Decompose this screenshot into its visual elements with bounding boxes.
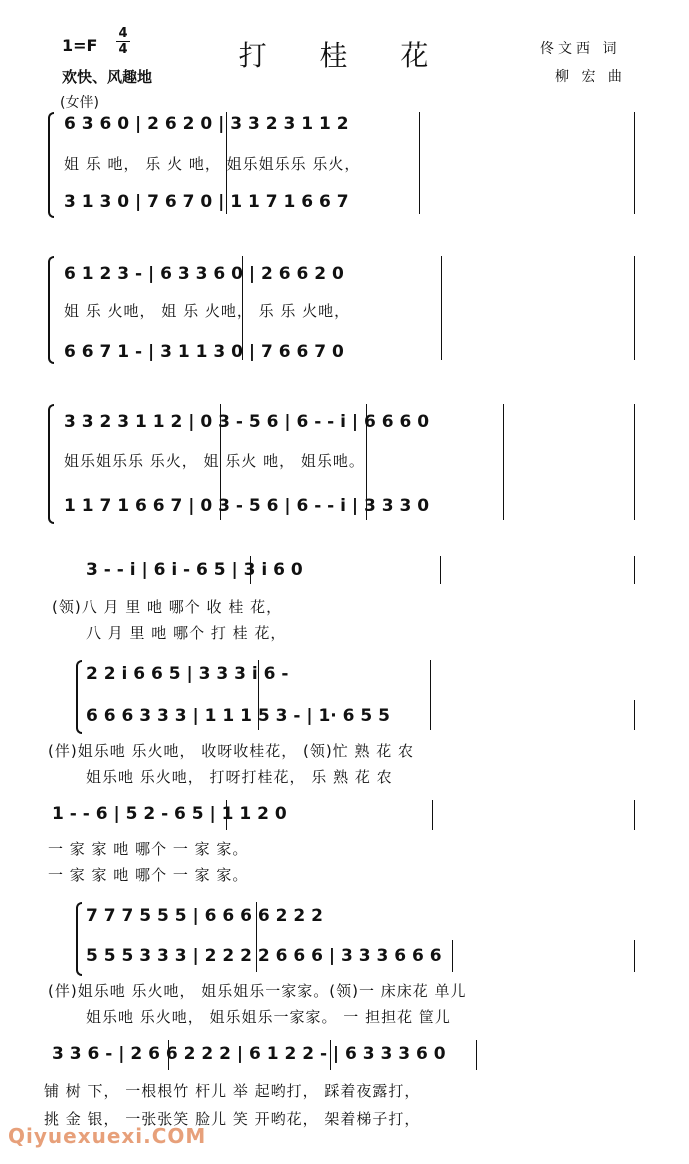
upper-notes: 3 3 2 3 1 1 2 | 0 3 - 5 6 | 6 - - i | 6 6 6 0 [64,412,430,432]
lyrics-verse2: 姐乐吔 乐火吔， 打呀打桂花， 乐 熟 花 农 [86,768,393,786]
lyrics-verse2: 挑 金 银， 一张张笑 脸儿 笑 开哟花， 架着梯子打， [44,1110,421,1128]
lyricist-credit: 佟文西 词 [540,41,621,57]
bar-line [430,660,431,730]
lyrics-verse2: 八 月 里 吔 哪个 打 桂 花， [86,624,287,642]
lower-notes: 6 6 7 1 - | 3 1 1 3 0 | 7 6 6 7 0 [64,342,344,362]
song-title: 打 桂 花 [238,39,451,72]
bar-line [634,800,635,830]
time-top: 4 [118,26,128,41]
lower-notes: 1 1 7 1 6 6 7 | 0 3 - 5 6 | 6 - - i | 3 3 3 0 [64,496,430,516]
tempo-marking: 欢快、风趣地 [62,68,153,86]
upper-notes: 6 3 6 0 | 2 6 2 0 | 3 3 2 3 1 1 2 [64,114,349,134]
time-bottom: 4 [116,41,130,57]
system-brace [48,404,54,524]
melody-notes: 1 - - 6 | 5 2 - 6 5 | 1 1 2 0 [52,804,287,824]
upper-notes: 6 1 2 3 - | 6 3 3 6 0 | 2 6 6 2 0 [64,264,344,284]
melody-notes: 3 - - i | 6 i - 6 5 | 3 i 6 0 [86,560,303,580]
lower-notes: 5 5 5 3 3 3 | 2 2 2 2 6 6 6 | 3 3 3 6 6 6 [86,946,442,966]
system-brace [48,112,54,218]
system-brace [48,256,54,364]
lyrics: 姐 乐 吔， 乐 火 吔， 姐乐姐乐乐 乐火， [64,155,361,173]
lyrics-verse2: 一 家 家 吔 哪个 一 家 家。 [48,866,249,884]
upper-notes: 2 2 i 6 6 5 | 3 3 3 i 6 - [86,664,289,684]
system-brace [76,660,82,734]
bar-line [476,1040,477,1070]
bar-line [441,256,442,360]
lyrics: 姐 乐 火吔， 姐 乐 火吔， 乐 乐 火吔， [64,302,351,320]
bar-line [503,404,504,520]
bar-line [634,700,635,730]
bar-line [634,404,635,520]
lyrics: 姐乐姐乐乐 乐火， 姐 乐火 吔， 姐乐吔。 [64,452,365,470]
melody-notes: 3 3 6 - | 2 6 6 2 2 2 | 6 1 2 2 - | 6 3 3 3 6 0 [52,1044,446,1064]
bar-line [440,556,441,584]
lyrics-verse1: (领)八 月 里 吔 哪个 收 桂 花， [52,598,283,616]
lyrics-verse2: 姐乐吔 乐火吔， 姐乐姐乐一家家。 一 担担花 筐儿 [86,1008,451,1026]
bar-line [634,940,635,972]
bar-line [634,112,635,214]
lower-notes: 3 1 3 0 | 7 6 7 0 | 1 1 7 1 6 6 7 [64,192,349,212]
upper-notes: 7 7 7 5 5 5 | 6 6 6 6 2 2 2 [86,906,323,926]
lyrics-verse1: 铺 树 下， 一根根竹 杆儿 举 起哟打， 踩着夜露打， [44,1082,421,1100]
bar-line [452,940,453,972]
key-signature: 1=F [62,36,98,55]
lower-notes: 6 6 6 3 3 3 | 1 1 1 5 3 - | 1· 6 5 5 [86,706,390,726]
bar-line [634,556,635,584]
lyrics-verse1: (伴)姐乐吔 乐火吔， 收呀收桂花， (领)忙 熟 花 农 [48,742,415,760]
lyrics-verse1: 一 家 家 吔 哪个 一 家 家。 [48,840,249,858]
bar-line [634,256,635,360]
composer-credit: 柳 宏 曲 [555,69,626,85]
site-watermark: Qiyuexuexi.COM [8,1124,207,1148]
system-brace [76,902,82,976]
bar-line [419,112,420,214]
lyrics-verse1: (伴)姐乐吔 乐火吔， 姐乐姐乐一家家。(领)一 床床花 单儿 [48,982,467,1000]
voice-label: (女伴) [60,95,99,111]
bar-line [432,800,433,830]
